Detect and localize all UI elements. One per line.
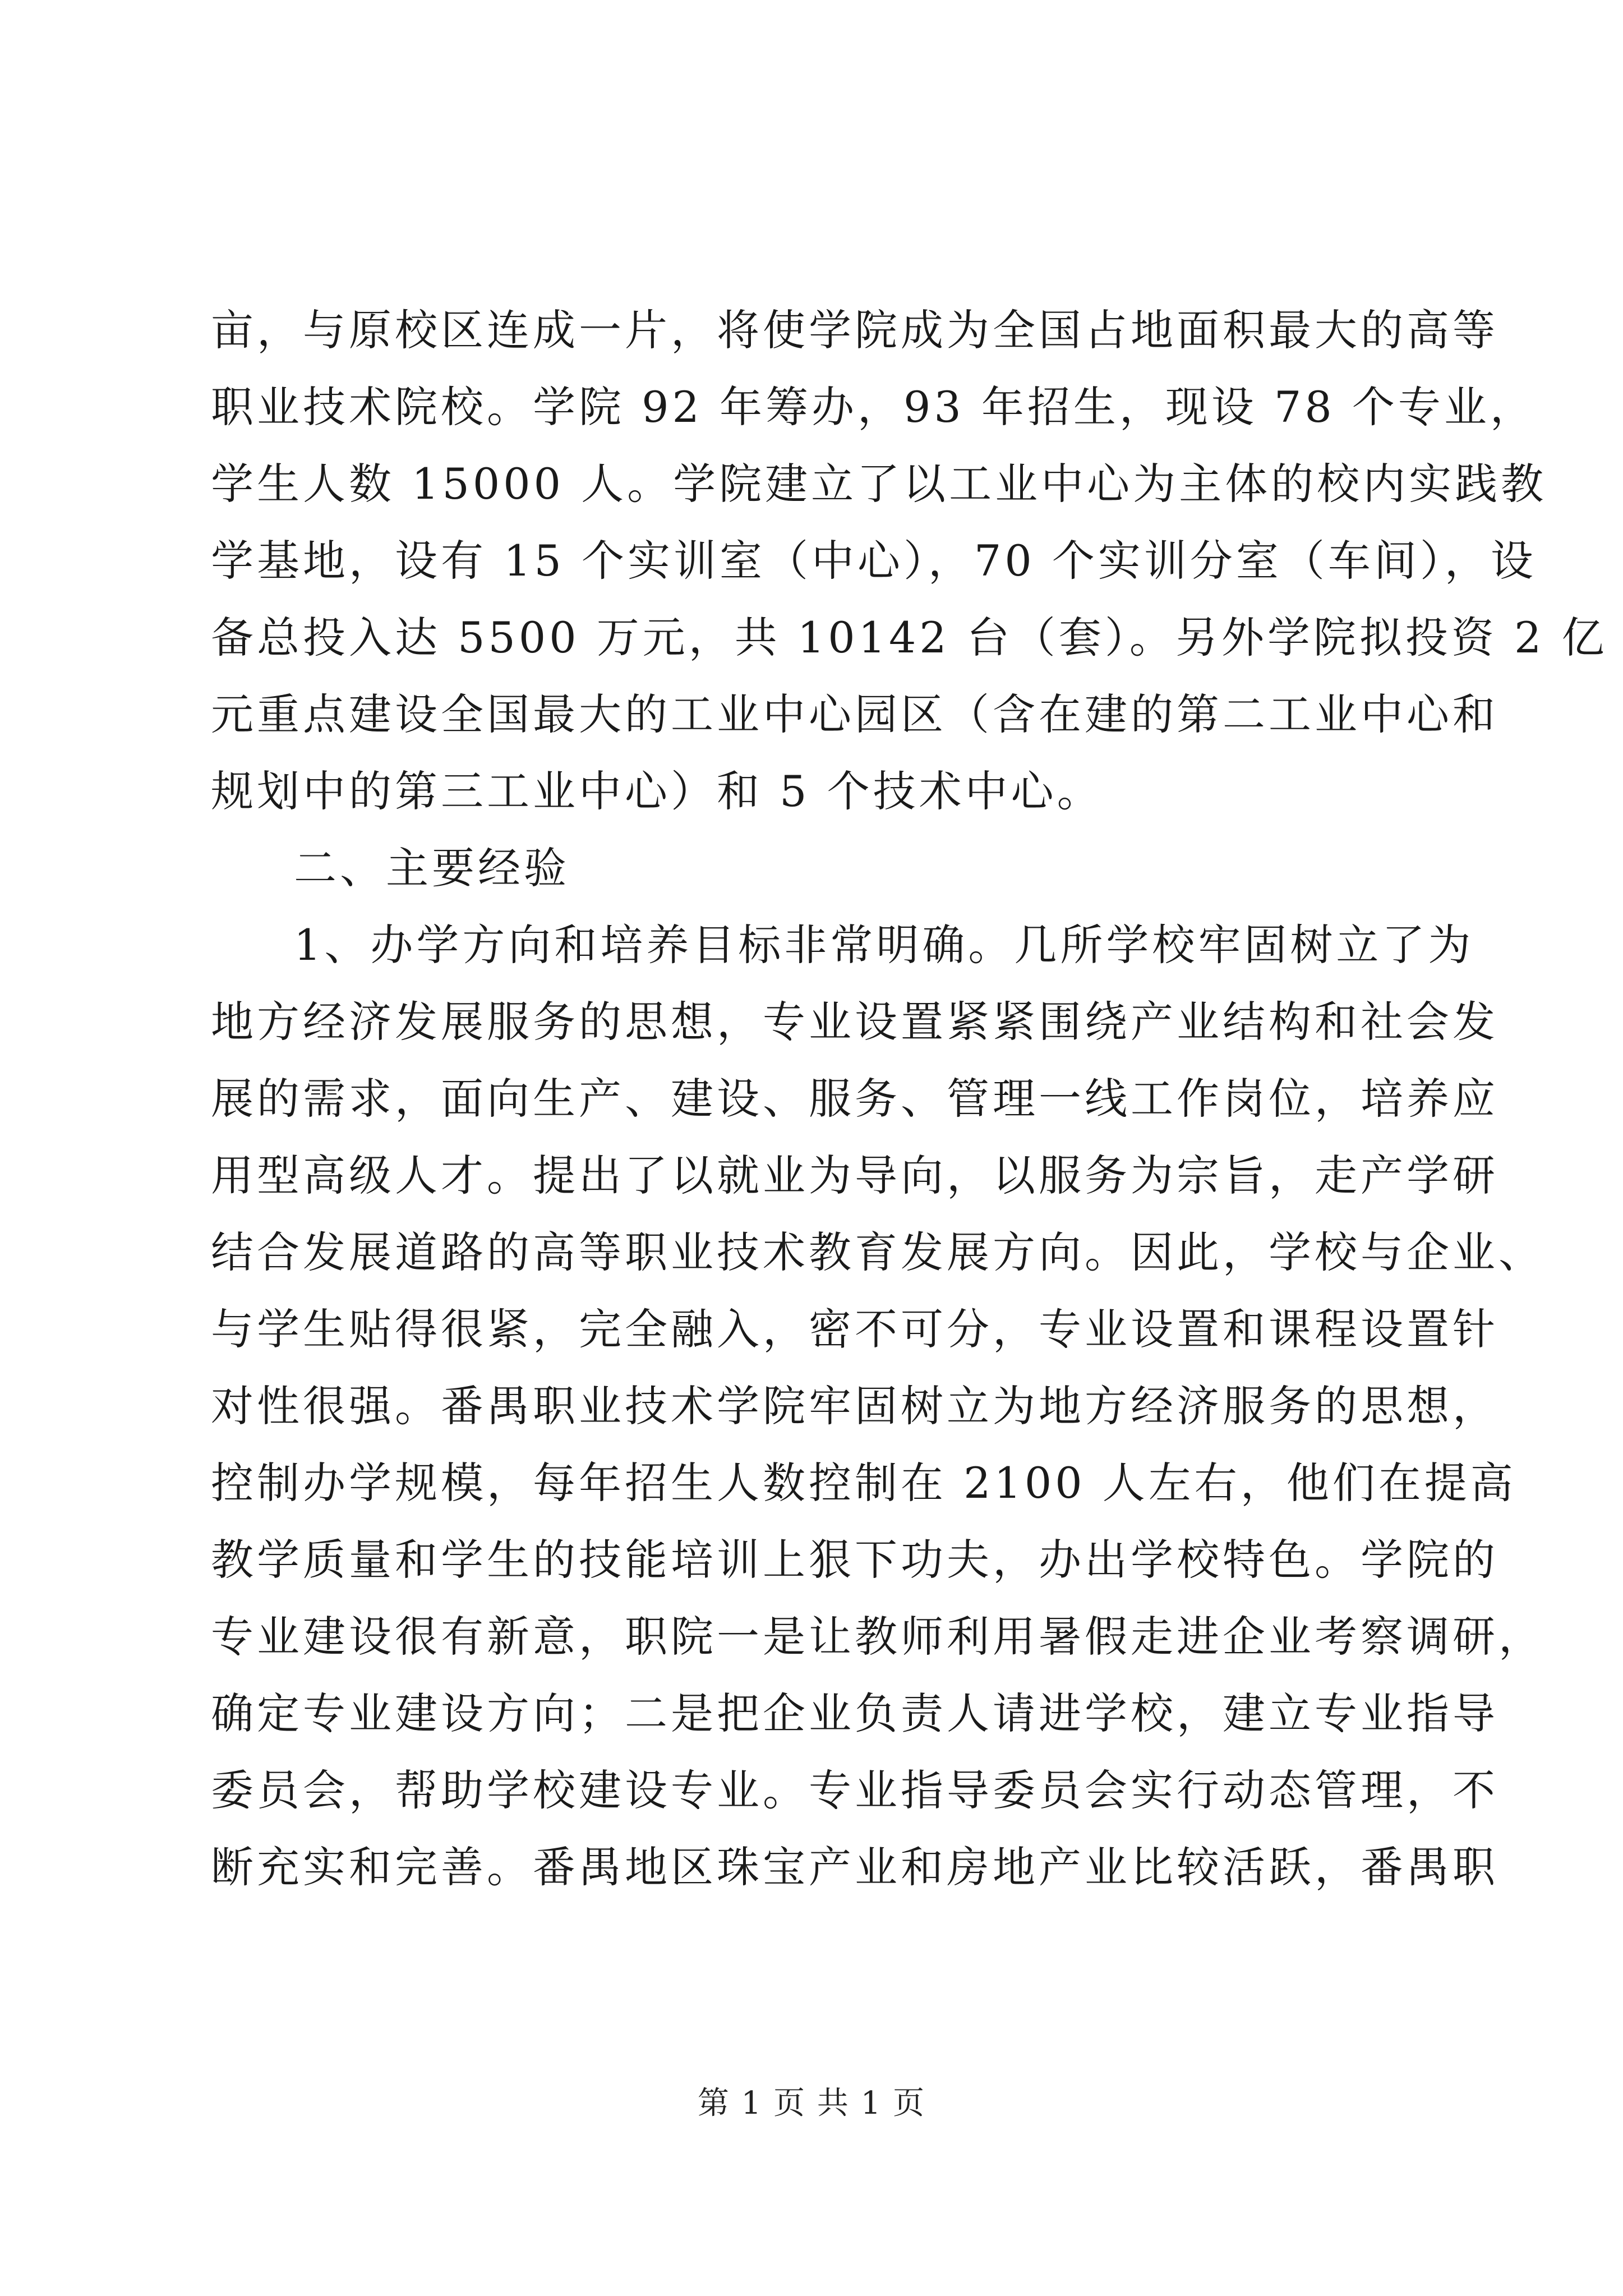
text-line: 展的需求，面向生产、建设、服务、管理一线工作岗位，培养应 — [211, 1074, 1498, 1124]
text-line: 地方经济发展服务的思想，专业设置紧紧围绕产业结构和社会发 — [211, 997, 1498, 1047]
text-line: 规划中的第三工业中心）和 5 个技术中心。 — [211, 766, 1103, 816]
text-line: 学基地，设有 15 个实训室（中心），70 个实训分室（车间），设 — [211, 536, 1537, 586]
text-line: 结合发展道路的高等职业技术教育发展方向。因此，学校与企业、 — [211, 1227, 1544, 1277]
text-line: 确定专业建设方向；二是把企业负责人请进学校，建立专业指导 — [211, 1688, 1498, 1738]
text-line: 1、办学方向和培养目标非常明确。几所学校牢固树立了为 — [294, 920, 1474, 970]
body-text — [211, 292, 1608, 1906]
page-footer: 第 1 页 共 1 页 — [697, 2085, 926, 2122]
text-line: 备总投入达 5500 万元，共 10142 台（套）。另外学院拟投资 2 亿 — [211, 613, 1608, 662]
text-line: 用型高级人才。提出了以就业为导向，以服务为宗旨，走产学研 — [211, 1151, 1498, 1200]
text-line: 元重点建设全国最大的工业中心园区（含在建的第二工业中心和 — [211, 689, 1498, 739]
text-line: 断充实和完善。番禺地区珠宝产业和房地产业比较活跃，番禺职 — [211, 1842, 1498, 1892]
text-line: 二、主要经验 — [294, 843, 570, 893]
text-line: 学生人数 15000 人。学院建立了以工业中心为主体的校内实践教 — [211, 459, 1547, 509]
text-line: 职业技术院校。学院 92 年筹办，93 年招生，现设 78 个专业， — [211, 382, 1536, 432]
text-line: 委员会，帮助学校建设专业。专业指导委员会实行动态管理，不 — [211, 1765, 1498, 1815]
text-line: 专业建设很有新意，职院一是让教师利用暑假走进企业考察调研， — [211, 1612, 1544, 1662]
text-line: 对性很强。番禺职业技术学院牢固树立为地方经济服务的思想， — [211, 1381, 1498, 1431]
text-line: 教学质量和学生的技能培训上狠下功夫，办出学校特色。学院的 — [211, 1535, 1498, 1585]
text-line: 控制办学规模，每年招生人数控制在 2100 人左右，他们在提高 — [211, 1458, 1516, 1508]
text-line: 亩，与原校区连成一片，将使学院成为全国占地面积最大的高等 — [211, 305, 1498, 355]
text-line: 与学生贴得很紧，完全融入，密不可分，专业设置和课程设置针 — [211, 1304, 1498, 1354]
